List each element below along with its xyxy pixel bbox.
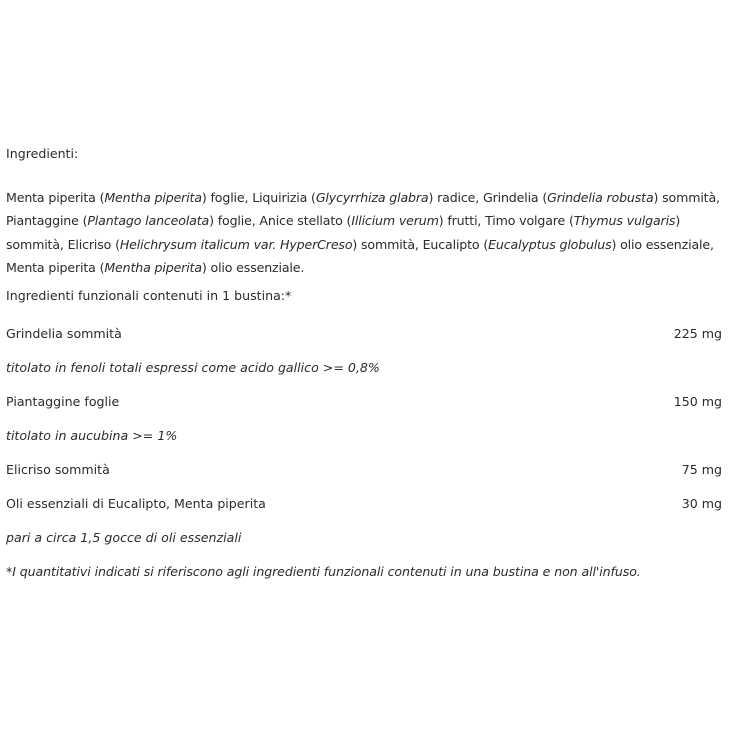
ingredient-latin-name: Mentha piperita [104, 260, 202, 276]
ingredient-text: ) frutti, Timo volgare ( [438, 213, 574, 229]
ingredient-name: Grindelia sommità [6, 326, 122, 342]
ingredient-text: ) sommità, Piantaggine ( [6, 189, 720, 229]
table-row [6, 396, 722, 430]
ingredient-amount: 225 mg [673, 326, 722, 342]
ingredients-paragraph [6, 186, 722, 280]
ingredient-text: ) olio essenziale. [201, 260, 305, 276]
ingredient-note: titolato in fenoli totali espressi come acido gallico >= 0,8% [6, 360, 380, 376]
product-label-text [6, 148, 722, 579]
ingredient-name: Piantaggine foglie [6, 394, 120, 410]
table-row [6, 328, 722, 362]
ingredient-latin-name: Glycyrrhiza glabra [315, 189, 429, 205]
ingredient-text: ) sommità, Eucalipto ( [352, 236, 489, 252]
ingredient-name: Oli essenziali di Eucalipto, Menta piperita [6, 496, 266, 512]
ingredient-latin-name: Grindelia robusta [547, 189, 654, 205]
ingredient-text: ) sommità, Elicriso ( [6, 213, 681, 252]
ingredient-latin-name: Thymus vulgaris [573, 213, 676, 229]
ingredient-text: ) foglie, Anice stellato ( [209, 213, 352, 229]
ingredient-amount: 30 mg [681, 496, 722, 512]
ingredient-text: ) foglie, Liquirizia ( [201, 189, 316, 205]
ingredient-latin-name: Eucalyptus globulus [488, 236, 612, 252]
ingredient-name: Elicriso sommità [6, 462, 110, 478]
ingredient-amount: 75 mg [681, 462, 722, 478]
ingredient-text: ) radice, Grindelia ( [428, 189, 548, 205]
ingredient-amount: 150 mg [673, 394, 722, 410]
ingredient-latin-name: Plantago lanceolata [87, 213, 210, 229]
footnote: *I quantitativi indicati si riferiscono agli ingredienti funzionali contenuti in una bustina e non all'infuso. [6, 564, 641, 580]
ingredient-text: ) olio essenziale, Menta piperita ( [6, 236, 714, 276]
functional-ingredients-heading: Ingredienti funzionali contenuti in 1 bustina:* [6, 287, 292, 303]
ingredient-note: titolato in aucubina >= 1% [6, 428, 178, 444]
table-row [6, 464, 722, 498]
ingredient-latin-name: Helichrysum italicum var. HyperCreso [119, 236, 353, 252]
ingredient-latin-name: Mentha piperita [104, 189, 202, 205]
ingredient-text: Menta piperita ( [6, 189, 105, 205]
table-row [6, 498, 722, 532]
ingredient-note: pari a circa 1,5 gocce di oli essenziali [6, 530, 242, 546]
ingredient-latin-name: Illicium verum [351, 213, 439, 229]
ingredients-heading: Ingredienti: [6, 146, 79, 161]
